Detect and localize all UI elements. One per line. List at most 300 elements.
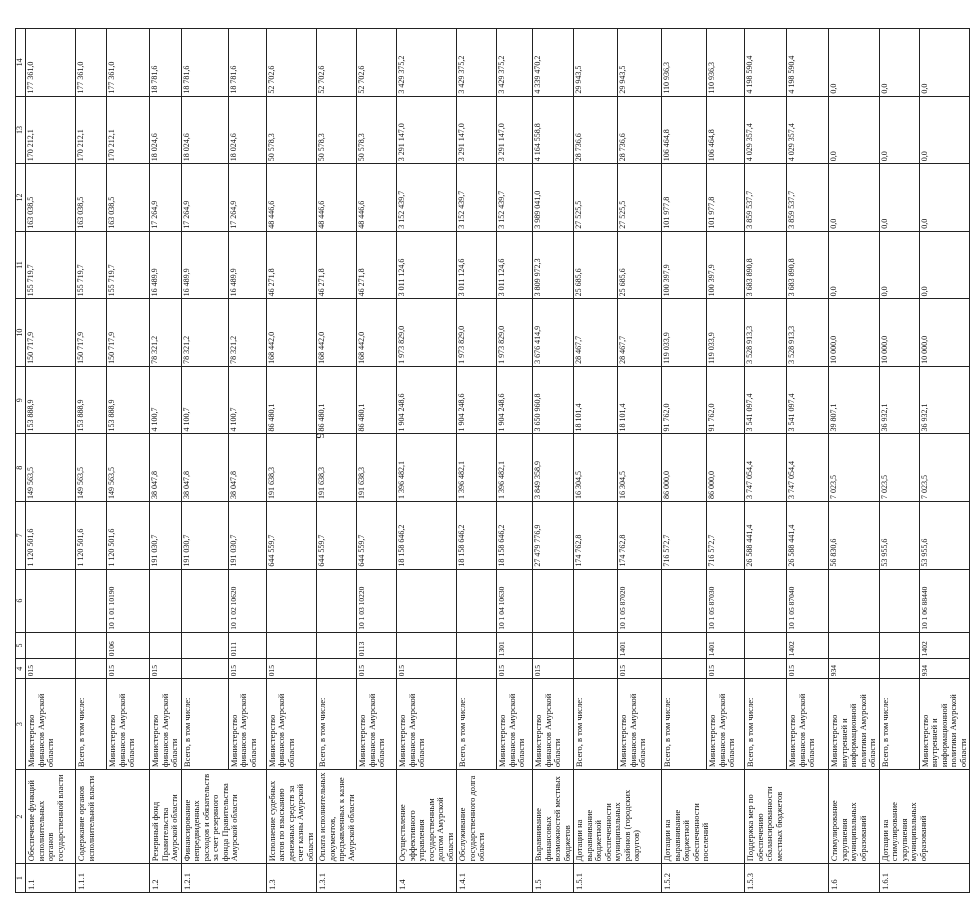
executor-cell: Министерство финансов Амурской области <box>26 679 76 770</box>
amount-cell: 3 528 913,3 <box>787 299 829 367</box>
amount-cell: 28 736,6 <box>618 96 662 164</box>
amount-cell: 163 038,5 <box>76 164 107 232</box>
row-number: 1.5 <box>533 864 574 893</box>
amount-cell: 100 397,9 <box>707 231 745 299</box>
column-number: 13 <box>16 96 26 164</box>
row-name: Резервный фонд Правительства Амурской области <box>150 770 182 864</box>
amount-cell: 191 030,7 <box>228 502 266 570</box>
amount-cell: 86 480,1 <box>357 366 397 434</box>
grbs-code-cell: 015 <box>618 659 662 679</box>
section-code-cell <box>745 632 787 659</box>
amount-cell: 86 000,0 <box>707 434 745 502</box>
amount-cell: 0,0 <box>829 29 880 97</box>
target-article-cell: 10 1 03 10220 <box>357 569 397 632</box>
row-number: 1.2.1 <box>181 864 266 893</box>
amount-cell: 26 588 441,4 <box>745 502 787 570</box>
amount-cell: 3 859 537,7 <box>745 164 787 232</box>
target-article-cell <box>317 569 357 632</box>
row-number: 1.3 <box>266 864 317 893</box>
row-number: 1.4 <box>397 864 457 893</box>
amount-cell: 0,0 <box>879 231 919 299</box>
section-code-cell <box>26 632 76 659</box>
target-article-cell <box>150 569 182 632</box>
page-number: 6 <box>313 432 328 438</box>
amount-cell: 3 683 890,8 <box>787 231 829 299</box>
amount-cell: 153 888,9 <box>107 366 150 434</box>
amount-cell: 38 047,8 <box>181 434 228 502</box>
executor-cell: Министерство финансов Амурской области <box>707 679 745 770</box>
section-code-cell <box>662 632 707 659</box>
amount-cell: 170 212,1 <box>107 96 150 164</box>
amount-cell: 53 955,6 <box>879 502 919 570</box>
amount-cell: 18 101,4 <box>618 366 662 434</box>
amount-cell: 28 467,7 <box>574 299 618 367</box>
amount-cell: 18 101,4 <box>574 366 618 434</box>
amount-cell: 4 100,7 <box>150 366 182 434</box>
amount-cell: 110 936,3 <box>662 29 707 97</box>
amount-cell: 1 973 829,0 <box>457 299 497 367</box>
table-row <box>662 29 707 893</box>
table-row <box>707 29 745 893</box>
amount-cell: 191 030,7 <box>150 502 182 570</box>
section-code-cell <box>181 632 228 659</box>
executor-cell: Министерство финансов Амурской области <box>397 679 457 770</box>
amount-cell: 16 304,5 <box>574 434 618 502</box>
column-number: 9 <box>16 366 26 434</box>
amount-cell: 27 525,5 <box>618 164 662 232</box>
grbs-code-cell: 015 <box>26 659 76 679</box>
amount-cell: 3 291 147,0 <box>397 96 457 164</box>
amount-cell: 177 361,0 <box>107 29 150 97</box>
amount-cell: 25 685,6 <box>618 231 662 299</box>
executor-cell: Всего, в том числе: <box>317 679 357 770</box>
section-code-cell <box>879 632 919 659</box>
amount-cell: 36 932,1 <box>919 366 970 434</box>
amount-cell: 50 578,3 <box>357 96 397 164</box>
amount-cell: 3 291 147,0 <box>457 96 497 164</box>
amount-cell: 3 429 375,2 <box>397 29 457 97</box>
amount-cell: 3 429 375,2 <box>497 29 533 97</box>
amount-cell: 38 047,8 <box>228 434 266 502</box>
amount-cell: 16 489,9 <box>181 231 228 299</box>
amount-cell: 3 152 439,7 <box>397 164 457 232</box>
table-row <box>317 29 357 893</box>
amount-cell: 28 736,6 <box>574 96 618 164</box>
grbs-code-cell: 015 <box>357 659 397 679</box>
amount-cell: 0,0 <box>829 96 880 164</box>
amount-cell: 17 264,9 <box>150 164 182 232</box>
amount-cell: 1 120 501,6 <box>107 502 150 570</box>
section-code-cell <box>533 632 574 659</box>
amount-cell: 155 719,7 <box>76 231 107 299</box>
amount-cell: 0,0 <box>919 231 970 299</box>
target-article-cell: 10 1 05 87020 <box>618 569 662 632</box>
amount-cell: 16 489,9 <box>228 231 266 299</box>
grbs-code-cell <box>745 659 787 679</box>
amount-cell: 119 033,9 <box>707 299 745 367</box>
amount-cell: 4 198 590,4 <box>787 29 829 97</box>
row-name: Осуществление эффективного управления государственным долгом Амурской области <box>397 770 457 864</box>
section-code-cell <box>457 632 497 659</box>
row-number: 1.4.1 <box>457 864 533 893</box>
amount-cell: 10 000,0 <box>829 299 880 367</box>
amount-cell: 18 024,6 <box>181 96 228 164</box>
amount-cell: 46 271,8 <box>317 231 357 299</box>
section-code-cell <box>829 632 880 659</box>
grbs-code-cell: 015 <box>533 659 574 679</box>
amount-cell: 106 464,8 <box>662 96 707 164</box>
amount-cell: 25 685,6 <box>574 231 618 299</box>
column-number: 10 <box>16 299 26 367</box>
amount-cell: 52 702,6 <box>317 29 357 97</box>
row-name: Дотации на выравнивание бюджетной обеспеченности муниципальных районов (городских округов) <box>574 770 662 864</box>
amount-cell: 18 158 646,2 <box>457 502 497 570</box>
executor-cell: Всего, в том числе: <box>745 679 787 770</box>
row-name: Исполнение судебных актов по взысканию денежных средств за счет казны Амурской области <box>266 770 317 864</box>
amount-cell: 0,0 <box>879 164 919 232</box>
grbs-code-cell: 015 <box>397 659 457 679</box>
row-number: 1.1 <box>26 864 76 893</box>
amount-cell: 3 809 972,3 <box>533 231 574 299</box>
target-article-cell <box>879 569 919 632</box>
amount-cell: 0,0 <box>919 164 970 232</box>
amount-cell: 174 762,8 <box>618 502 662 570</box>
row-name: Содержание органов исполнительной власти <box>76 770 150 864</box>
column-number: 8 <box>16 434 26 502</box>
amount-cell: 149 563,5 <box>76 434 107 502</box>
table-row <box>533 29 574 893</box>
target-article-cell <box>457 569 497 632</box>
amount-cell: 38 047,8 <box>150 434 182 502</box>
executor-cell: Министерство финансов Амурской области <box>533 679 574 770</box>
amount-cell: 78 321,2 <box>181 299 228 367</box>
executor-cell: Всего, в том числе: <box>76 679 107 770</box>
table-row <box>266 29 317 893</box>
amount-cell: 46 271,8 <box>357 231 397 299</box>
table-row <box>618 29 662 893</box>
amount-cell: 78 321,2 <box>228 299 266 367</box>
amount-cell: 4 198 590,4 <box>745 29 787 97</box>
grbs-code-cell: 934 <box>919 659 970 679</box>
executor-cell: Министерство внутренней и информационной политики Амурской области <box>919 679 970 770</box>
amount-cell: 10 000,0 <box>919 299 970 367</box>
row-number: 1.5.3 <box>745 864 829 893</box>
amount-cell: 100 397,9 <box>662 231 707 299</box>
amount-cell: 29 943,5 <box>574 29 618 97</box>
budget-table <box>15 28 970 893</box>
amount-cell: 52 702,6 <box>357 29 397 97</box>
column-number: 2 <box>16 770 26 864</box>
amount-cell: 18 158 646,2 <box>497 502 533 570</box>
row-number: 1.5.1 <box>574 864 662 893</box>
amount-cell: 27 479 776,9 <box>533 502 574 570</box>
amount-cell: 1 973 829,0 <box>397 299 457 367</box>
column-number: 3 <box>16 679 26 770</box>
amount-cell: 1 120 501,6 <box>26 502 76 570</box>
amount-cell: 3 541 097,4 <box>745 366 787 434</box>
column-number: 6 <box>16 569 26 632</box>
amount-cell: 50 578,3 <box>266 96 317 164</box>
amount-cell: 3 541 097,4 <box>787 366 829 434</box>
executor-cell: Всего, в том числе: <box>879 679 919 770</box>
table-row <box>574 29 618 893</box>
amount-cell: 110 936,3 <box>707 29 745 97</box>
amount-cell: 4 164 558,8 <box>533 96 574 164</box>
amount-cell: 716 572,7 <box>707 502 745 570</box>
grbs-code-cell: 015 <box>707 659 745 679</box>
amount-cell: 1 396 482,1 <box>457 434 497 502</box>
row-name: Оплата исполнительных документов, предъявленных к казне Амурской области <box>317 770 397 864</box>
amount-cell: 3 849 358,9 <box>533 434 574 502</box>
amount-cell: 149 563,5 <box>26 434 76 502</box>
table-row <box>181 29 228 893</box>
amount-cell: 4 100,7 <box>228 366 266 434</box>
executor-cell: Всего, в том числе: <box>662 679 707 770</box>
amount-cell: 150 717,9 <box>26 299 76 367</box>
grbs-code-cell <box>76 659 107 679</box>
executor-cell: Министерство финансов Амурской области <box>228 679 266 770</box>
amount-cell: 18 024,6 <box>150 96 182 164</box>
grbs-code-cell <box>574 659 618 679</box>
amount-cell: 3 291 147,0 <box>497 96 533 164</box>
amount-cell: 16 304,5 <box>618 434 662 502</box>
table-row <box>879 29 919 893</box>
target-article-cell <box>829 569 880 632</box>
amount-cell: 1 904 248,6 <box>397 366 457 434</box>
amount-cell: 39 807,1 <box>829 366 880 434</box>
section-code-cell: 1402 <box>919 632 970 659</box>
target-article-cell <box>533 569 574 632</box>
row-number: 1.6 <box>829 864 880 893</box>
grbs-code-cell: 015 <box>497 659 533 679</box>
executor-cell: Министерство финансов Амурской области <box>266 679 317 770</box>
target-article-cell: 10 1 01 10190 <box>107 569 150 632</box>
amount-cell: 3 859 537,7 <box>787 164 829 232</box>
amount-cell: 163 038,5 <box>107 164 150 232</box>
amount-cell: 155 719,7 <box>26 231 76 299</box>
amount-cell: 7 023,5 <box>829 434 880 502</box>
amount-cell: 644 559,7 <box>357 502 397 570</box>
amount-cell: 150 717,9 <box>76 299 107 367</box>
amount-cell: 56 830,6 <box>829 502 880 570</box>
section-code-cell: 1401 <box>618 632 662 659</box>
grbs-code-cell: 015 <box>787 659 829 679</box>
amount-cell: 168 442,0 <box>357 299 397 367</box>
amount-cell: 149 563,5 <box>107 434 150 502</box>
section-code-cell <box>317 632 357 659</box>
row-name: Дотации на стимулирование укрупнения муниципальных образований <box>879 770 970 864</box>
table-row <box>497 29 533 893</box>
amount-cell: 155 719,7 <box>107 231 150 299</box>
amount-cell: 191 638,3 <box>357 434 397 502</box>
row-name: Стимулирование укрупнения муниципальных образований <box>829 770 880 864</box>
grbs-code-cell: 934 <box>829 659 880 679</box>
amount-cell: 4 029 357,4 <box>745 96 787 164</box>
row-number: 1.2 <box>150 864 182 893</box>
column-number: 7 <box>16 502 26 570</box>
column-number: 12 <box>16 164 26 232</box>
amount-cell: 119 033,9 <box>662 299 707 367</box>
section-code-cell: 0111 <box>228 632 266 659</box>
table-row <box>787 29 829 893</box>
amount-cell: 36 932,1 <box>879 366 919 434</box>
grbs-code-cell <box>662 659 707 679</box>
table-row <box>397 29 457 893</box>
amount-cell: 1 973 829,0 <box>497 299 533 367</box>
executor-cell: Министерство финансов Амурской области <box>787 679 829 770</box>
grbs-code-cell <box>879 659 919 679</box>
section-code-cell <box>574 632 618 659</box>
amount-cell: 18 024,6 <box>228 96 266 164</box>
amount-cell: 0,0 <box>829 164 880 232</box>
section-code-cell: 1402 <box>787 632 829 659</box>
table-row <box>457 29 497 893</box>
amount-cell: 168 442,0 <box>266 299 317 367</box>
row-name: Поддержка мер по обеспечению сбалансированности местных бюджетов <box>745 770 829 864</box>
amount-cell: 101 977,8 <box>707 164 745 232</box>
row-name: Выравнивание финансовых возможностей местных бюджетов <box>533 770 574 864</box>
section-code-cell <box>150 632 182 659</box>
target-article-cell <box>76 569 107 632</box>
grbs-code-cell <box>317 659 357 679</box>
amount-cell: 17 264,9 <box>228 164 266 232</box>
target-article-cell <box>745 569 787 632</box>
amount-cell: 168 442,0 <box>317 299 357 367</box>
amount-cell: 0,0 <box>919 29 970 97</box>
target-article-cell <box>181 569 228 632</box>
section-code-cell: 0113 <box>357 632 397 659</box>
amount-cell: 91 762,0 <box>707 366 745 434</box>
grbs-code-cell: 015 <box>107 659 150 679</box>
amount-cell: 191 638,3 <box>266 434 317 502</box>
executor-cell: Министерство финансов Амурской области <box>357 679 397 770</box>
amount-cell: 7 023,5 <box>919 434 970 502</box>
table-body <box>16 29 970 893</box>
target-article-cell <box>397 569 457 632</box>
amount-cell: 0,0 <box>879 29 919 97</box>
amount-cell: 191 638,3 <box>317 434 357 502</box>
amount-cell: 3 747 054,4 <box>787 434 829 502</box>
amount-cell: 644 559,7 <box>317 502 357 570</box>
column-number: 1 <box>16 864 26 893</box>
amount-cell: 4 100,7 <box>181 366 228 434</box>
rotated-table-wrapper <box>15 28 968 893</box>
amount-cell: 48 446,6 <box>317 164 357 232</box>
amount-cell: 46 271,8 <box>266 231 317 299</box>
amount-cell: 86 480,1 <box>317 366 357 434</box>
executor-cell: Всего, в том числе: <box>181 679 228 770</box>
amount-cell: 48 446,6 <box>357 164 397 232</box>
amount-cell: 18 781,6 <box>228 29 266 97</box>
executor-cell: Всего, в том числе: <box>457 679 497 770</box>
amount-cell: 3 011 124,6 <box>497 231 533 299</box>
amount-cell: 106 464,8 <box>707 96 745 164</box>
target-article-cell: 10 1 05 87040 <box>787 569 829 632</box>
table-row <box>745 29 787 893</box>
amount-cell: 16 489,9 <box>150 231 182 299</box>
amount-cell: 1 904 248,6 <box>457 366 497 434</box>
row-name: Обслуживание государственного долга области <box>457 770 533 864</box>
amount-cell: 4 339 470,2 <box>533 29 574 97</box>
column-number-row <box>16 29 26 893</box>
amount-cell: 3 650 960,8 <box>533 366 574 434</box>
amount-cell: 150 717,9 <box>107 299 150 367</box>
amount-cell: 86 480,1 <box>266 366 317 434</box>
grbs-code-cell: 015 <box>228 659 266 679</box>
column-number: 4 <box>16 659 26 679</box>
amount-cell: 48 446,6 <box>266 164 317 232</box>
amount-cell: 191 030,7 <box>181 502 228 570</box>
amount-cell: 91 762,0 <box>662 366 707 434</box>
amount-cell: 18 781,6 <box>150 29 182 97</box>
amount-cell: 1 904 248,6 <box>497 366 533 434</box>
table-row <box>76 29 107 893</box>
row-number: 1.6.1 <box>879 864 970 893</box>
amount-cell: 28 467,7 <box>618 299 662 367</box>
amount-cell: 29 943,5 <box>618 29 662 97</box>
executor-cell: Всего, в том числе: <box>574 679 618 770</box>
table-row <box>357 29 397 893</box>
executor-cell: Министерство финансов Амурской области <box>107 679 150 770</box>
grbs-code-cell <box>181 659 228 679</box>
amount-cell: 17 264,9 <box>181 164 228 232</box>
amount-cell: 153 888,9 <box>26 366 76 434</box>
amount-cell: 7 023,5 <box>879 434 919 502</box>
amount-cell: 170 212,1 <box>76 96 107 164</box>
section-code-cell: 0106 <box>107 632 150 659</box>
amount-cell: 4 029 357,4 <box>787 96 829 164</box>
grbs-code-cell: 015 <box>266 659 317 679</box>
row-number: 1.1.1 <box>76 864 150 893</box>
amount-cell: 50 578,3 <box>317 96 357 164</box>
table-row <box>150 29 182 893</box>
target-article-cell <box>26 569 76 632</box>
table-row <box>26 29 76 893</box>
amount-cell: 0,0 <box>879 96 919 164</box>
amount-cell: 3 152 439,7 <box>497 164 533 232</box>
amount-cell: 3 011 124,6 <box>397 231 457 299</box>
amount-cell: 3 989 041,0 <box>533 164 574 232</box>
row-number: 1.5.2 <box>662 864 745 893</box>
amount-cell: 18 781,6 <box>181 29 228 97</box>
amount-cell: 1 396 482,1 <box>497 434 533 502</box>
column-number: 5 <box>16 632 26 659</box>
amount-cell: 53 955,6 <box>919 502 970 570</box>
target-article-cell: 10 1 02 10620 <box>228 569 266 632</box>
amount-cell: 10 000,0 <box>879 299 919 367</box>
row-number: 1.3.1 <box>317 864 397 893</box>
amount-cell: 177 361,0 <box>26 29 76 97</box>
section-code-cell <box>266 632 317 659</box>
target-article-cell <box>574 569 618 632</box>
amount-cell: 26 588 441,4 <box>787 502 829 570</box>
amount-cell: 101 977,8 <box>662 164 707 232</box>
target-article-cell: 10 1 04 10630 <box>497 569 533 632</box>
row-name: Обеспечение функций исполнительных органов государственной власти <box>26 770 76 864</box>
amount-cell: 1 120 501,6 <box>76 502 107 570</box>
grbs-code-cell <box>457 659 497 679</box>
amount-cell: 3 429 375,2 <box>457 29 497 97</box>
executor-cell: Министерство финансов Амурской области <box>618 679 662 770</box>
table-row <box>919 29 970 893</box>
amount-cell: 3 683 890,8 <box>745 231 787 299</box>
amount-cell: 174 762,8 <box>574 502 618 570</box>
amount-cell: 3 011 124,6 <box>457 231 497 299</box>
target-article-cell <box>266 569 317 632</box>
amount-cell: 86 000,0 <box>662 434 707 502</box>
row-name: Дотации на выравнивание бюджетной обеспеченности поселений <box>662 770 745 864</box>
amount-cell: 716 572,7 <box>662 502 707 570</box>
